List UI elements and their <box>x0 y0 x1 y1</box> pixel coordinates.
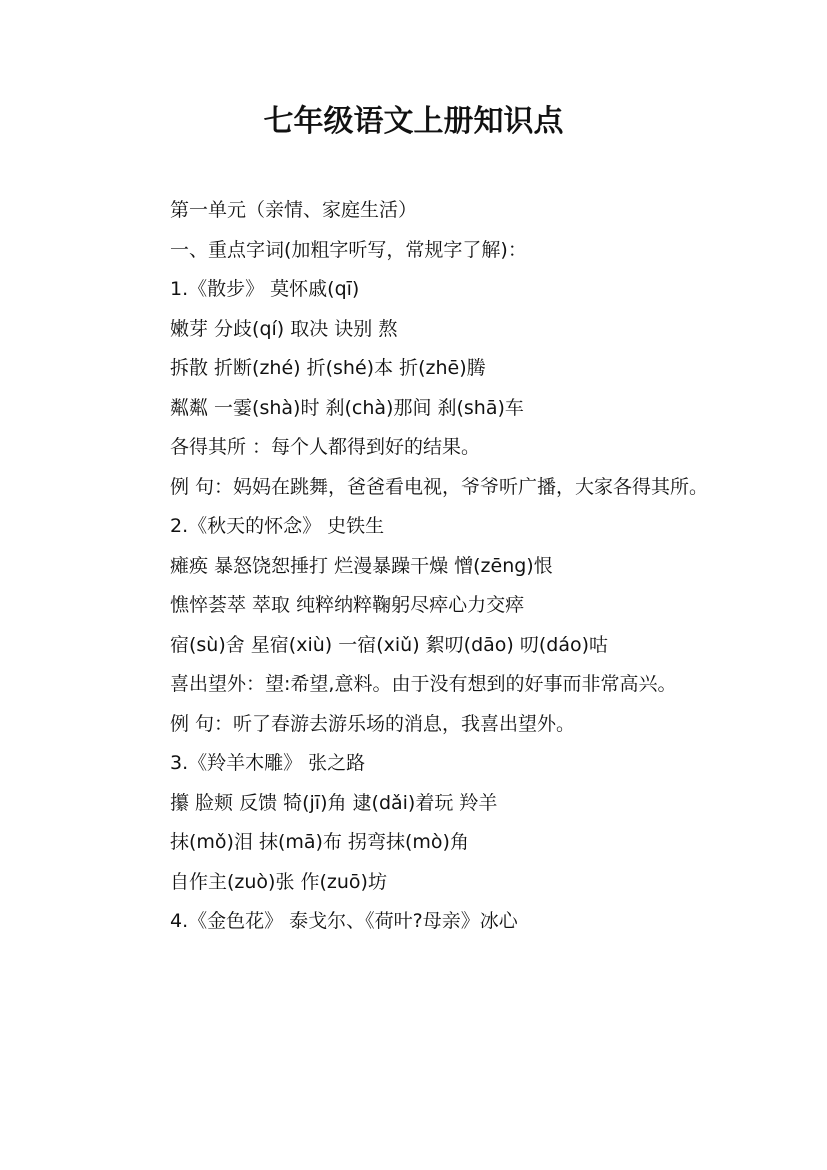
vocab-line: 宿(sù)舍 星宿(xiù) 一宿(xiǔ) 絮叨(dāo) 叨(dáo)咕 <box>170 633 609 656</box>
section-heading: 一、重点字词(加粗字听写，常规字了解)： <box>170 238 527 261</box>
example-sentence: 例 句：听了春游去游乐场的消息，我喜出望外。 <box>170 712 576 735</box>
lesson-title: 1.《散步》 莫怀戚(qī) <box>170 278 360 300</box>
unit-heading: 第一单元（亲情、家庭生活） <box>170 199 418 221</box>
vocab-line: 瘫痪 暴怒饶恕捶打 烂漫暴躁干燥 憎(zēng)恨 <box>170 554 553 577</box>
vocab-line: 拆散 折断(zhé) 折(shé)本 折(zhē)腾 <box>170 357 486 379</box>
lesson-title: 2.《秋天的怀念》 史铁生 <box>170 515 385 537</box>
example-sentence: 例 句：妈妈在跳舞，爸爸看电视，爷爷听广播，大家各得其所。 <box>170 475 709 498</box>
vocab-line: 抹(mǒ)泪 抹(mā)布 拐弯抹(mò)角 <box>170 831 469 853</box>
idiom-definition: 喜出望外：望:希望,意料。由于没有想到的好事而非常高兴。 <box>170 673 677 695</box>
vocab-line: 憔悴荟萃 萃取 纯粹纳粹鞠躬尽瘁心力交瘁 <box>170 594 525 616</box>
lesson-title: 3.《羚羊木雕》 张之路 <box>170 752 366 774</box>
document-body <box>124 191 709 942</box>
vocab-line: 攥 脸颊 反馈 犄(jī)角 逮(dǎi)着玩 羚羊 <box>170 791 498 814</box>
vocab-line: 嫩芽 分歧(qí) 取决 诀别 熬 <box>170 317 398 340</box>
vocab-line: 自作主(zuò)张 作(zuō)坊 <box>170 870 387 893</box>
vocab-line: 粼粼 一霎(shà)时 刹(chà)那间 刹(shā)车 <box>170 396 524 419</box>
idiom-definition: 各得其所 ：每个人都得到好的结果。 <box>170 436 481 458</box>
lesson-title: 4.《金色花》 泰戈尔、《荷叶?母亲》冰心 <box>170 910 518 932</box>
document-title: 七年级语文上册知识点 <box>263 104 564 139</box>
